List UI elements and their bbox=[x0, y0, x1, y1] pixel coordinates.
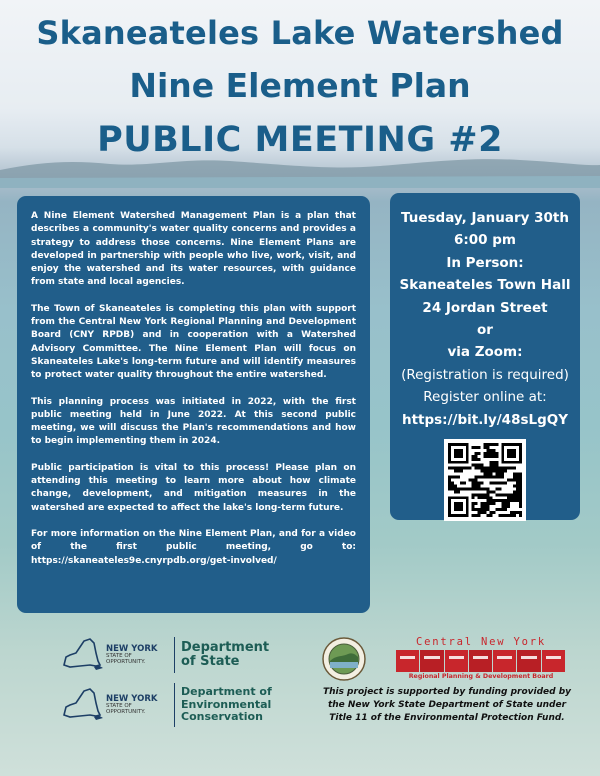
ny-name: NEW YORK bbox=[106, 644, 158, 654]
cny-icon bbox=[396, 650, 419, 672]
dec-line-2: Environmental bbox=[181, 697, 272, 711]
ny-tagline: STATE OF OPPORTUNITY. bbox=[106, 653, 146, 665]
cny-subtitle: Regional Planning & Development Board bbox=[408, 673, 554, 680]
cny-icon bbox=[517, 650, 540, 672]
new-york-state-map-icon bbox=[60, 685, 104, 725]
dos-logo bbox=[60, 632, 280, 678]
paragraph-intro: A Nine Element Watershed Management Plan is a plan that describes a community's water quality concerns and provides a strategy to address those concerns. Nine Element Plans are developed in partnership with people who live, work, visit, and enjoy the watershed and its water resources, with guidance from state and local agencies. bbox=[31, 211, 356, 288]
description-panel bbox=[17, 196, 370, 613]
cny-icon bbox=[493, 650, 516, 672]
registration-note: (Registration is required) bbox=[401, 366, 569, 383]
event-date: Tuesday, January 30th bbox=[401, 210, 569, 226]
title-line-2: Nine Element Plan bbox=[129, 66, 471, 105]
event-venue: Skaneateles Town Hall bbox=[399, 277, 571, 294]
cny-icon bbox=[420, 650, 443, 672]
dec-logo bbox=[60, 682, 280, 728]
town-seal-icon bbox=[322, 637, 366, 681]
paragraph-more-info: For more information on the Nine Element Plan, and for a video of the first public meeting, go to: https://skaneateles9e.cnyrpdb.org/get-involved/ bbox=[31, 528, 356, 566]
state-logos bbox=[60, 632, 280, 728]
title-line-3: PUBLIC MEETING #2 bbox=[97, 120, 503, 160]
paragraph-process: This planning process was initiated in 2022, with the first public meeting held in June 2022. At this second public meeting, we will discuss the Plan's recommendations and how to begin implementing them in 2024. bbox=[31, 396, 356, 447]
dos-line-2: of State bbox=[181, 654, 240, 669]
cny-icon bbox=[469, 650, 492, 672]
cny-icon bbox=[445, 650, 468, 672]
cny-icon-strip bbox=[396, 650, 566, 672]
new-york-state-map-icon bbox=[60, 635, 104, 675]
or-label: or bbox=[477, 322, 493, 339]
ny-tagline: STATE OF OPPORTUNITY. bbox=[106, 703, 146, 715]
cny-icon bbox=[542, 650, 565, 672]
funding-note: This project is supported by funding provided by the New York State Department of State under Title 11 of the Environmental Protection Fund. bbox=[322, 687, 572, 723]
zoom-label: via Zoom: bbox=[447, 344, 523, 361]
event-time: 6:00 pm bbox=[453, 232, 516, 249]
event-details-panel bbox=[390, 193, 580, 520]
logo-divider bbox=[174, 683, 175, 727]
qr-code-icon[interactable] bbox=[444, 439, 526, 521]
register-link[interactable]: https://bit.ly/48sLgQY bbox=[401, 411, 569, 428]
logo-divider bbox=[174, 637, 175, 673]
paragraph-town: The Town of Skaneateles is completing this plan with support from the Central New York Regional Planning and Development Board (CNY RPDB) and in cooperation with a Watershed Advisory Committee. The Nine Element Plan will focus on Skaneateles Lake's long-term future and will identify measures to protect water quality throughout the entire watershed. bbox=[31, 303, 356, 381]
cny-rpdb-logo bbox=[396, 636, 566, 680]
paragraph-participation: Public participation is vital to this process! Please plan on attending this meeting to learn more about how climate change, development, and mitigation measures in the watershed are expected to affect the lake's long-term future. bbox=[31, 462, 356, 513]
cny-title: Central New York bbox=[416, 636, 546, 648]
dec-line-3: Conservation bbox=[181, 710, 263, 724]
title-line-1: Skaneateles Lake Watershed bbox=[36, 14, 564, 52]
event-address: 24 Jordan Street bbox=[422, 299, 548, 316]
ny-name: NEW YORK bbox=[106, 694, 158, 704]
dos-line-1: Department bbox=[181, 640, 270, 655]
in-person-label: In Person: bbox=[446, 254, 524, 271]
register-label: Register online at: bbox=[423, 389, 547, 406]
dec-line-1: Department of bbox=[181, 685, 272, 699]
